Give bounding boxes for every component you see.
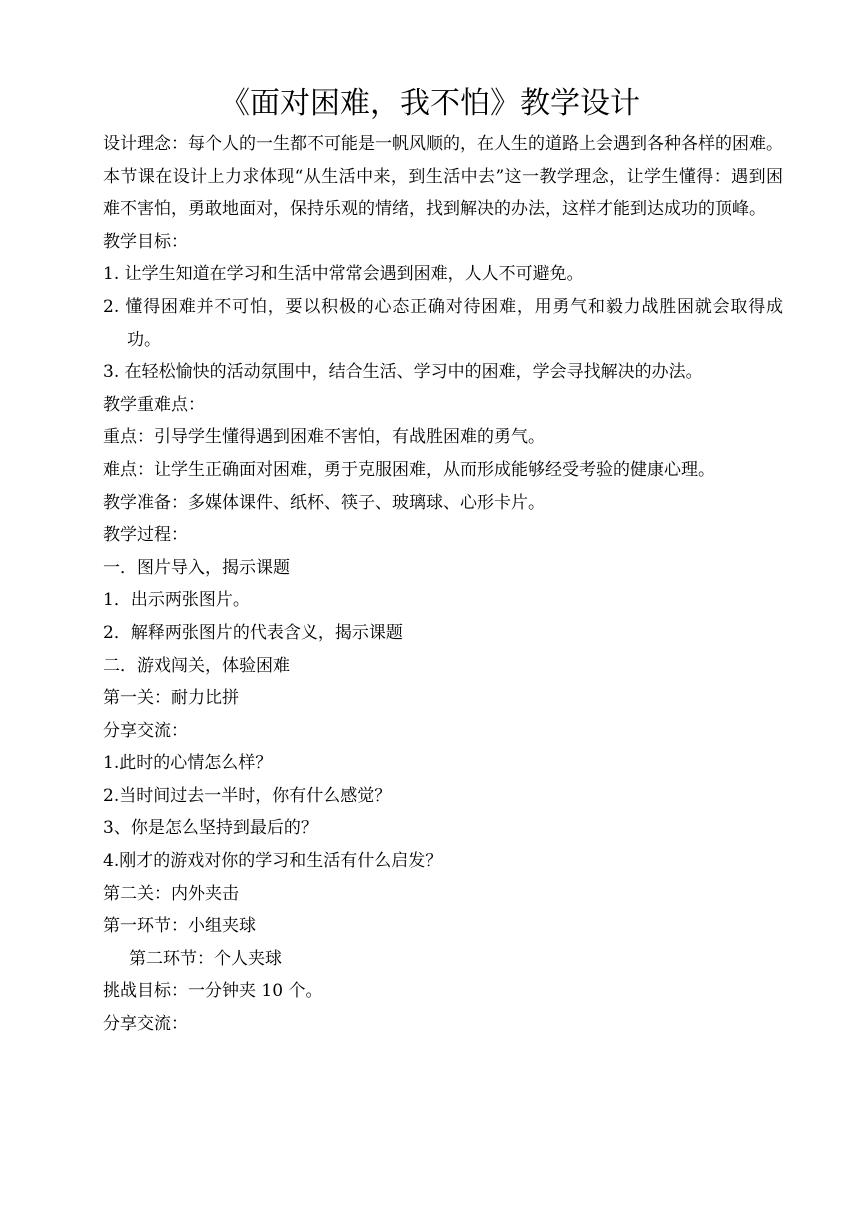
key-points-heading: 教学重难点： bbox=[103, 394, 205, 415]
share-heading-2: 分享交流： bbox=[103, 1014, 188, 1035]
key-point-paragraph: 重点：引导学生懂得遇到困难不害怕，有战胜困难的勇气。 bbox=[103, 427, 545, 448]
preparation-line: 教学准备：多媒体课件、纸杯、筷子、玻璃球、心形卡片。 bbox=[103, 492, 545, 513]
share-question-3: 3、你是怎么坚持到最后的？ bbox=[103, 818, 318, 839]
process-step-2: 2．解释两张图片的代表含义，揭示课题 bbox=[103, 622, 403, 643]
difficult-point-paragraph: 难点：让学生正确面对困难，勇于克服困难，从而形成能够经受考验的健康心理。 bbox=[103, 459, 715, 480]
challenge-goal: 挑战目标：一分钟夹 10 个。 bbox=[103, 981, 323, 1002]
level-2-heading: 第二关：内外夹击 bbox=[103, 883, 239, 904]
share-heading: 分享交流： bbox=[103, 720, 188, 741]
goal-item-2: 2. 懂得困难并不可怕，要以积极的心态正确对待困难，用勇气和毅力战胜困就会取得成功。 bbox=[103, 296, 783, 350]
design-concept-paragraph: 设计理念：每个人的一生都不可能是一帆风顺的，在人生的道路上会遇到各种各样的困难。本节课在设计上力求体现“从生活中来，到生活中去”这一教学理念，让学生懂得：遇到困难不害怕，勇敢地面对，保持乐观的情绪，找到解决的办法，这样才能到达成功的顶峰。 bbox=[103, 134, 783, 220]
goal-item-3: 3. 在轻松愉快的活动氛围中，结合生活、学习中的困难，学会寻找解决的办法。 bbox=[103, 362, 703, 383]
document-title: 《面对困难，我不怕》教学设计 bbox=[220, 86, 640, 121]
goal-item-1: 1. 让学生知道在学习和生活中常常会遇到困难，人人不可避免。 bbox=[103, 264, 584, 285]
share-question-4: 4.刚才的游戏对你的学习和生活有什么启发？ bbox=[103, 851, 443, 872]
process-section-2-heading: 二．游戏闯关，体验困难 bbox=[103, 655, 290, 676]
document-body bbox=[103, 128, 783, 1041]
process-step-1: 1．出示两张图片。 bbox=[103, 590, 250, 611]
share-question-1: 1.此时的心情怎么样？ bbox=[103, 753, 273, 774]
level-2-step-1: 第一环节：小组夹球 bbox=[103, 916, 256, 937]
level-2-step-2: 第二环节：个人夹球 bbox=[129, 948, 282, 969]
process-heading: 教学过程： bbox=[103, 525, 188, 546]
level-1-heading: 第一关：耐力比拼 bbox=[103, 688, 239, 709]
share-question-2: 2.当时间过去一半时，你有什么感觉？ bbox=[103, 785, 392, 806]
process-section-1-heading: 一．图片导入，揭示课题 bbox=[103, 557, 290, 578]
goals-heading: 教学目标： bbox=[103, 231, 188, 252]
